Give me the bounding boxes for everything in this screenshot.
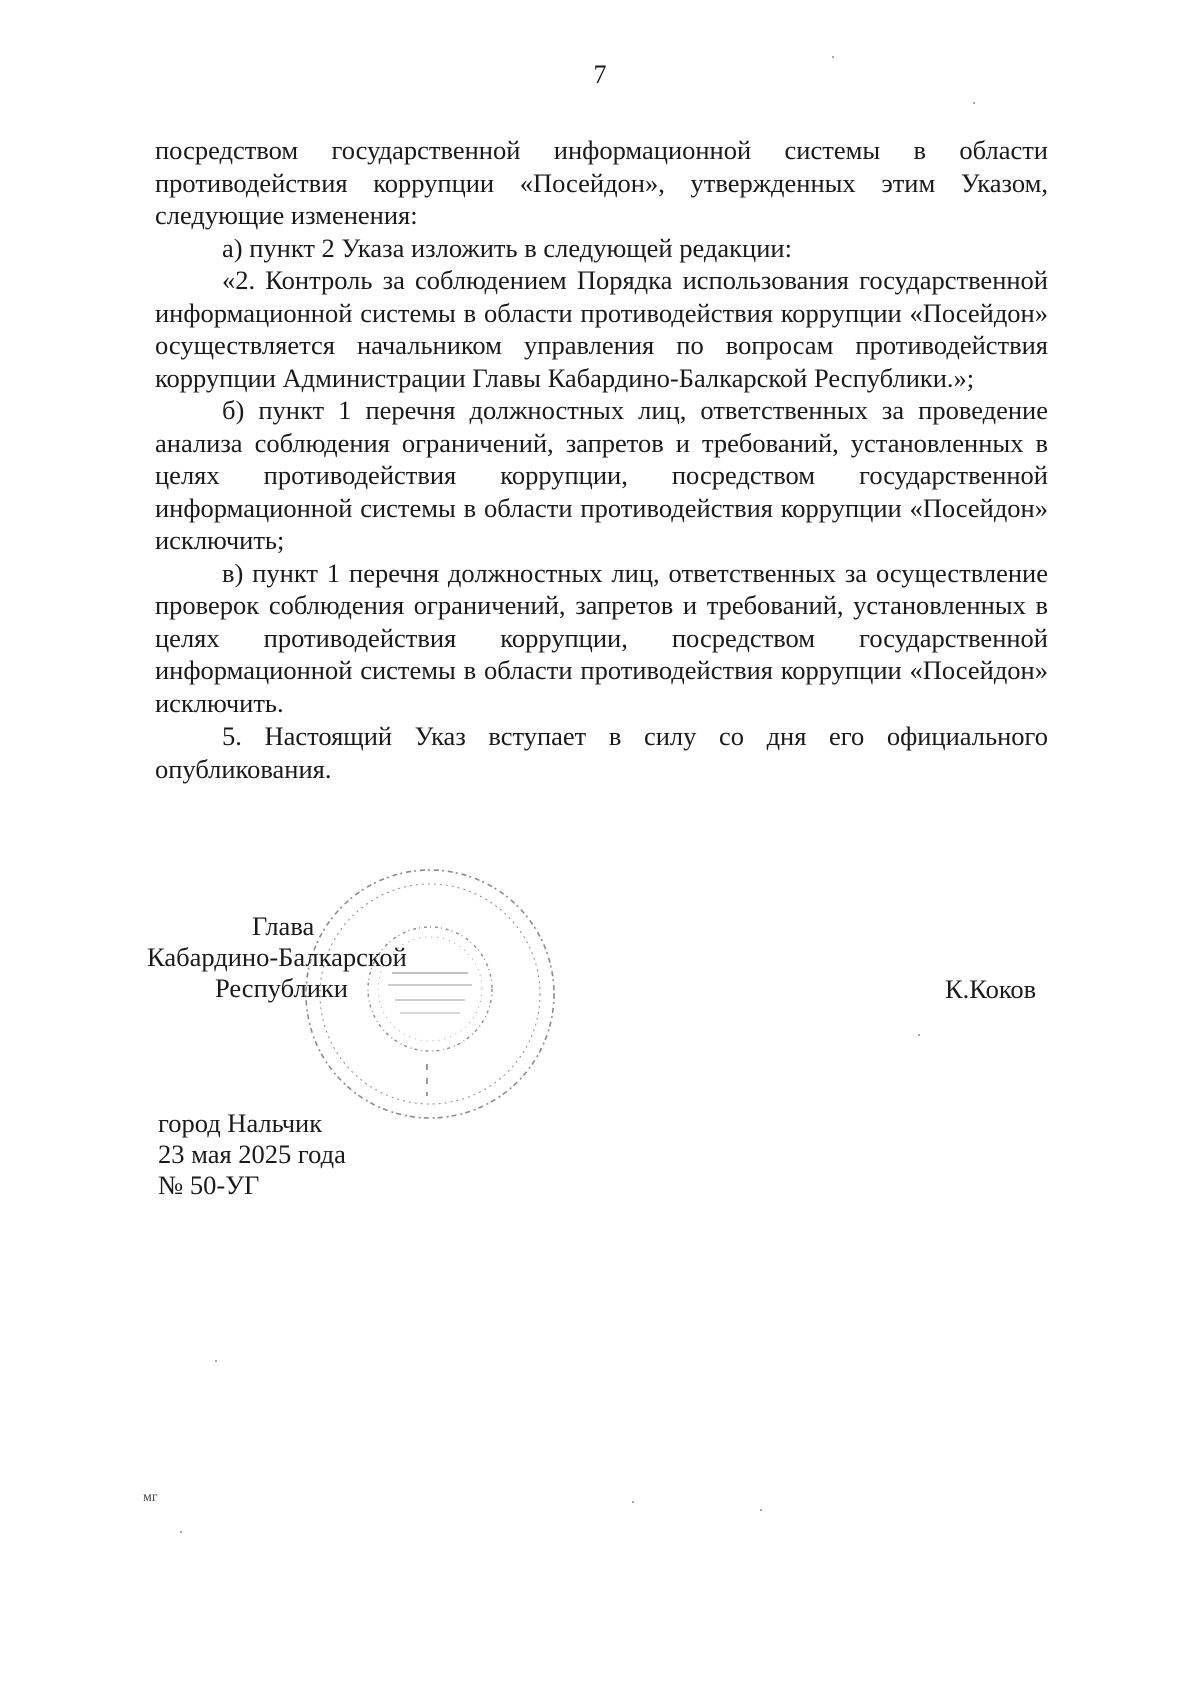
scan-speck xyxy=(215,1360,217,1362)
signature-title-line: Глава xyxy=(252,911,315,941)
scan-speck xyxy=(832,56,834,58)
paragraph-continuation: посредством государственной информационной системы в области противодействия коррупции «Посейдон», утвержденных этим Указом, следующие изменения: xyxy=(155,135,1048,230)
signature-title-line: Кабардино-Балкарской xyxy=(147,942,407,972)
scan-speck xyxy=(180,1531,182,1533)
footer-mark: мг xyxy=(143,1490,158,1505)
page-number: 7 xyxy=(593,60,607,89)
date: 23 мая 2025 года xyxy=(158,1139,346,1169)
signature-title-block xyxy=(147,911,407,1004)
paragraph-item-b: б) пункт 1 перечня должностных лиц, ответственных за проведение анализа соблюдения ограничений, запретов и требований, установленных в целях противодействия коррупции, посредством государственной информационной системы в области противодействия коррупции «Посейдон» исключить; xyxy=(155,395,1048,555)
paragraph-point-5: 5. Настоящий Указ вступает в силу со дня его официального опубликования. xyxy=(155,721,1048,784)
document-number: № 50-УГ xyxy=(158,1170,260,1200)
signatory-name: К.Коков xyxy=(945,974,1037,1004)
scan-speck xyxy=(918,1034,920,1036)
paragraph-quoted-point-2: «2. Контроль за соблюдением Порядка использования государственной информационной системы в области противодействия коррупции «Посейдон» осуществляется начальником управления по вопросам противодействия коррупции Администрации Главы Кабардино-Балкарской Республики.»; xyxy=(155,265,1048,393)
paragraph-item-v: в) пункт 1 перечня должностных лиц, ответственных за осуществление проверок соблюдения ограничений, запретов и требований, установленных в целях противодействия коррупции, посредством государственной информационной системы в области противодействия коррупции «Посейдон» исключить. xyxy=(155,557,1048,718)
paragraph-item-a: а) пункт 2 Указа изложить в следующей редакции: xyxy=(222,232,792,263)
place: город Нальчик xyxy=(158,1108,323,1138)
scan-speck xyxy=(760,1509,762,1511)
scan-speck xyxy=(632,1501,634,1503)
place-date-block xyxy=(158,1108,346,1201)
document-body xyxy=(155,134,1048,785)
signature-title-line: Республики xyxy=(215,973,348,1003)
scan-speck xyxy=(973,102,975,104)
